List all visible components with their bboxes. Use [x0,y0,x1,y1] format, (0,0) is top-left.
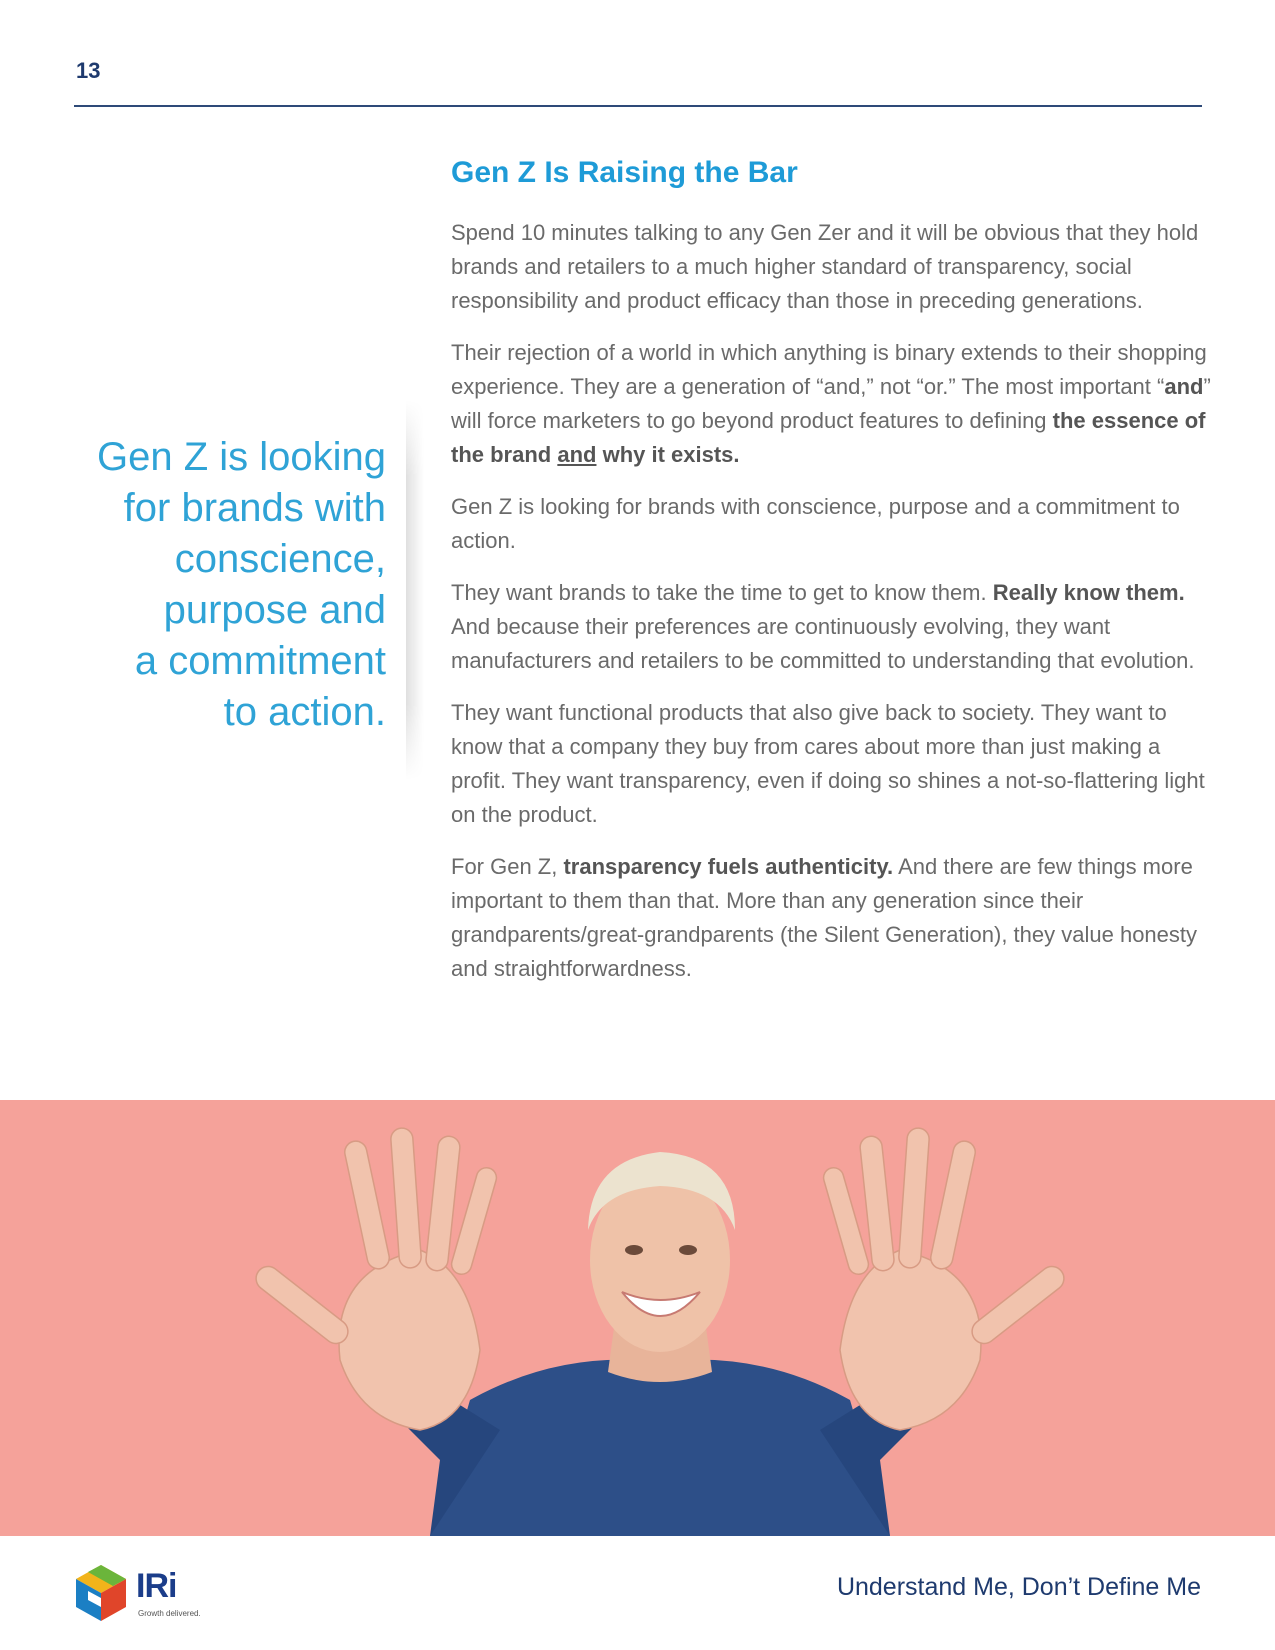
pull-quote-line: purpose and [163,588,386,632]
paragraph-5: They want functional products that also give back to society. They want to know that a company they buy from cares about more than just making a profit. They want transparency, even if doing so shines a not-so-flattering light on the product. [451,700,1205,827]
article-body [451,152,1211,1004]
emphasis-text-part: why it exists. [596,442,740,467]
paragraph-4 [451,576,1211,678]
emphasis-text-part: the essence of the brand [451,408,1206,467]
paragraph-1: Spend 10 minutes talking to any Gen Zer and it will be obvious that they hold brands and retailers to a much higher standard of transparency, social responsibility and product efficacy than those in preceding generations. [451,220,1199,313]
paragraph-text: For Gen Z, [451,854,564,879]
article-title: Gen Z Is Raising the Bar [451,156,798,189]
paragraph-text: And there are few things more important to them than that. More than any generation since their grandparents/great-grandparents (the Silent Generation), they value honesty and straightforwardness. [451,854,1198,981]
pull-quote-line: Gen Z is looking [96,435,386,479]
emphasis-text: transparency fuels authenticity. [563,854,894,879]
photo-banner [0,1100,1275,1536]
logo-wordmark: IRi [136,1567,177,1605]
paragraph-3: Gen Z is looking for brands with conscience, purpose and a commitment to action. [451,494,1180,553]
paragraph-text: Their rejection of a world in which anything is binary extends to their shopping experience. They are a generation of “and,” not “or.” The most important “ [451,340,1207,399]
logo-tagline: Growth delivered. [138,1609,201,1618]
paragraph-text: They want brands to take the time to get to know them. [451,580,993,605]
hexagon-cube-icon [74,1563,128,1623]
pull-quote-shadow-divider [406,400,424,780]
company-logo [74,1563,224,1623]
paragraph-text: And because their preferences are continuously evolving, they want manufacturers and retailers to be committed to understanding that evolution. [451,614,1195,673]
paragraph-2 [451,336,1211,472]
pull-quote-line: for brands with [123,486,386,530]
pull-quote [60,432,386,738]
paragraph-6 [451,850,1211,986]
underlined-text: and [557,442,597,467]
paragraph-text: ” will force marketers to go beyond product features to defining [451,374,1211,433]
person-illustration [0,1100,1275,1536]
emphasis-text: Really know them. [992,580,1185,605]
emphasis-text: and [1164,374,1204,399]
header-divider [74,105,1202,107]
pull-quote-line: to action. [223,690,386,734]
page-number: 13 [76,58,101,83]
pull-quote-line: conscience, [174,537,386,581]
footer-document-title: Understand Me, Don’t Define Me [836,1573,1201,1601]
pull-quote-line: a commitment [134,639,386,683]
